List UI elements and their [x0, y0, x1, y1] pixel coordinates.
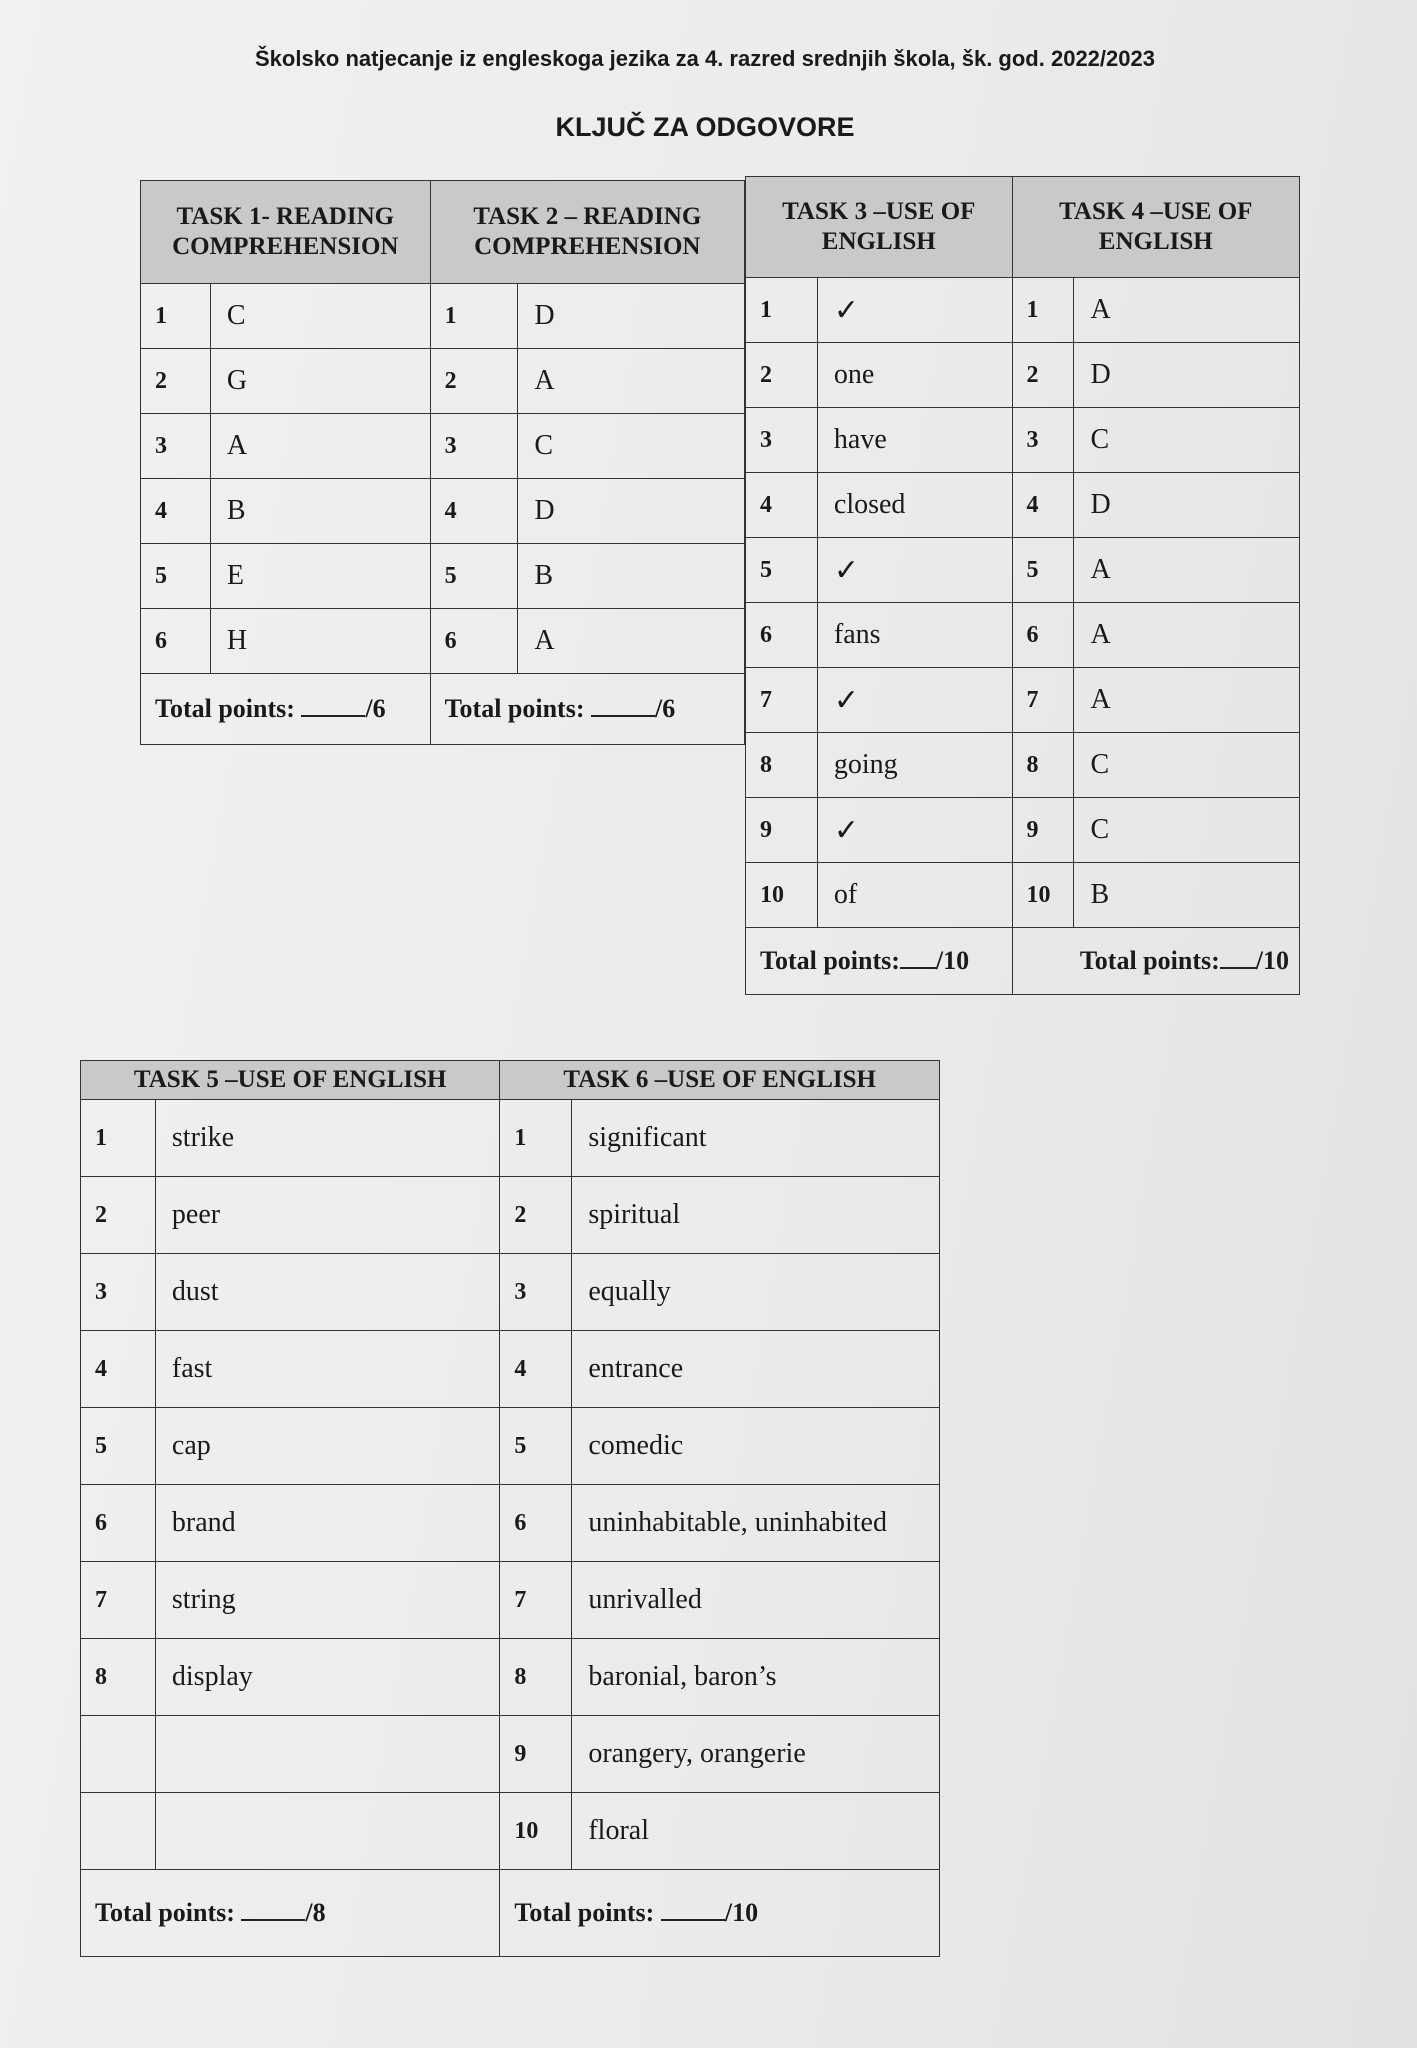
table-row: [746, 603, 1300, 668]
task3-answer: fans: [817, 603, 1012, 668]
table-row: [746, 538, 1300, 603]
task3-item-number: 10: [746, 863, 818, 928]
answer-key-heading: KLJUČ ZA ODGOVORE: [555, 112, 855, 142]
task4-answer: C: [1074, 798, 1300, 863]
task6-answer: comedic: [572, 1408, 940, 1485]
task2-answer: A: [518, 609, 745, 674]
task1-answer: B: [210, 479, 430, 544]
task1-item-number: 4: [141, 479, 211, 544]
table-row: [746, 408, 1300, 473]
task3-item-number: 5: [746, 538, 818, 603]
task2-item-number: 4: [430, 479, 518, 544]
task3-item-number: 9: [746, 798, 818, 863]
task5-total: [81, 1870, 500, 1957]
score-blank: [661, 1917, 725, 1921]
table-row: [746, 343, 1300, 408]
task5-answer: [155, 1793, 500, 1870]
task6-item-number: 6: [500, 1485, 572, 1562]
table-row: [81, 1408, 940, 1485]
task4-item-number: 2: [1012, 343, 1074, 408]
task4-answer: B: [1074, 863, 1300, 928]
task3-heading: TASK 3 –USE OF ENGLISH: [746, 177, 1013, 278]
task6-item-number: 10: [500, 1793, 572, 1870]
table-row: [81, 1177, 940, 1254]
task1-item-number: 1: [141, 284, 211, 349]
task6-item-number: 7: [500, 1562, 572, 1639]
task2-answer: D: [518, 284, 745, 349]
task5-item-number: 4: [81, 1331, 156, 1408]
task4-answer: A: [1074, 538, 1300, 603]
task5-task6-table: [80, 1060, 940, 1957]
task2-item-number: 1: [430, 284, 518, 349]
task5-item-number: 7: [81, 1562, 156, 1639]
task5-item-number: [81, 1793, 156, 1870]
task5-answer: peer: [155, 1177, 500, 1254]
task3-answer: closed: [817, 473, 1012, 538]
task3-answer: going: [817, 733, 1012, 798]
task6-answer: baronial, baron’s: [572, 1639, 940, 1716]
table-row: [746, 733, 1300, 798]
task6-item-number: 8: [500, 1639, 572, 1716]
task5-answer: string: [155, 1562, 500, 1639]
task6-total-max: /10: [724, 1898, 759, 1927]
task2-total: [430, 674, 744, 745]
task6-answer: spiritual: [572, 1177, 940, 1254]
task4-item-number: 4: [1012, 473, 1074, 538]
task6-answer: floral: [572, 1793, 940, 1870]
task3-answer: ✓: [817, 798, 1012, 863]
task3-item-number: 2: [746, 343, 818, 408]
task4-item-number: 3: [1012, 408, 1074, 473]
task3-answer: of: [817, 863, 1012, 928]
task6-answer: uninhabitable, uninhabited: [572, 1485, 940, 1562]
task5-answer: strike: [155, 1100, 500, 1177]
task5-item-number: [81, 1716, 156, 1793]
task34-rows: [746, 278, 1300, 928]
task1-answer: E: [210, 544, 430, 609]
table-row: [81, 1100, 940, 1177]
table-row: [746, 863, 1300, 928]
table-row: [81, 1639, 940, 1716]
task3-item-number: 6: [746, 603, 818, 668]
table-row: [746, 473, 1300, 538]
task5-answer: brand: [155, 1485, 500, 1562]
table-row: [141, 544, 745, 609]
table-row: [746, 798, 1300, 863]
task3-item-number: 3: [746, 408, 818, 473]
task6-item-number: 3: [500, 1254, 572, 1331]
task2-total-max: /6: [655, 694, 676, 723]
task5-item-number: 8: [81, 1639, 156, 1716]
task4-answer: A: [1074, 603, 1300, 668]
task6-item-number: 5: [500, 1408, 572, 1485]
task4-answer: D: [1074, 473, 1300, 538]
task4-item-number: 1: [1012, 278, 1074, 343]
task1-total: [141, 674, 431, 745]
task4-item-number: 9: [1012, 798, 1074, 863]
table-row: [81, 1331, 940, 1408]
task1-task2-table: [140, 180, 745, 745]
task6-item-number: 2: [500, 1177, 572, 1254]
task56-rows: [81, 1100, 940, 1870]
task3-answer: one: [817, 343, 1012, 408]
document-title: Školsko natjecanje iz engleskoga jezika za 4. razred srednjih škola, šk. god. 2022/2023: [255, 46, 1155, 71]
task6-item-number: 1: [500, 1100, 572, 1177]
task1-heading: TASK 1- READING COMPREHENSION: [141, 181, 431, 284]
task4-total-label: Total points:: [1079, 946, 1220, 975]
task1-answer: H: [210, 609, 430, 674]
task4-answer: C: [1074, 733, 1300, 798]
table-row: [141, 349, 745, 414]
task2-item-number: 5: [430, 544, 518, 609]
task4-item-number: 8: [1012, 733, 1074, 798]
score-blank: [1220, 965, 1256, 969]
task3-item-number: 7: [746, 668, 818, 733]
task5-item-number: 5: [81, 1408, 156, 1485]
task5-answer: display: [155, 1639, 500, 1716]
task3-total-label: Total points:: [760, 946, 900, 975]
task3-answer: ✓: [817, 278, 1012, 343]
task6-answer: entrance: [572, 1331, 940, 1408]
task5-item-number: 3: [81, 1254, 156, 1331]
task4-item-number: 7: [1012, 668, 1074, 733]
score-blank: [900, 965, 936, 969]
task1-item-number: 3: [141, 414, 211, 479]
task4-heading: TASK 4 –USE OF ENGLISH: [1012, 177, 1299, 278]
task4-item-number: 6: [1012, 603, 1074, 668]
task1-answer: G: [210, 349, 430, 414]
task1-answer: A: [210, 414, 430, 479]
table-row: [141, 609, 745, 674]
task5-item-number: 6: [81, 1485, 156, 1562]
table-row: [141, 284, 745, 349]
task3-total: [746, 928, 1013, 995]
table-row: [81, 1485, 940, 1562]
task1-item-number: 6: [141, 609, 211, 674]
task3-answer: ✓: [817, 538, 1012, 603]
task2-item-number: 3: [430, 414, 518, 479]
task6-answer: significant: [572, 1100, 940, 1177]
task2-answer: D: [518, 479, 745, 544]
task6-total: [500, 1870, 940, 1957]
task6-total-label: Total points:: [514, 1898, 655, 1927]
task5-answer: dust: [155, 1254, 500, 1331]
task3-item-number: 1: [746, 278, 818, 343]
task5-item-number: 1: [81, 1100, 156, 1177]
task1-item-number: 5: [141, 544, 211, 609]
task5-heading: TASK 5 –USE OF ENGLISH: [81, 1061, 500, 1100]
task2-total-label: Total points:: [444, 694, 585, 723]
score-blank: [591, 713, 655, 717]
task6-answer: orangery, orangerie: [572, 1716, 940, 1793]
table-row: [81, 1254, 940, 1331]
task4-total-max: /10: [1255, 946, 1289, 975]
task3-item-number: 4: [746, 473, 818, 538]
task5-item-number: 2: [81, 1177, 156, 1254]
task2-answer: C: [518, 414, 745, 479]
table-row: [81, 1793, 940, 1870]
task3-answer: ✓: [817, 668, 1012, 733]
task3-item-number: 8: [746, 733, 818, 798]
task2-item-number: 2: [430, 349, 518, 414]
task6-item-number: 9: [500, 1716, 572, 1793]
task4-item-number: 10: [1012, 863, 1074, 928]
task1-total-max: /6: [365, 694, 386, 723]
task4-total: [1012, 928, 1299, 995]
task4-answer: A: [1074, 278, 1300, 343]
task3-total-max: /10: [935, 946, 970, 975]
table-row: [746, 278, 1300, 343]
task6-heading: TASK 6 –USE OF ENGLISH: [500, 1061, 940, 1100]
score-blank: [301, 713, 365, 717]
task12-rows: [141, 284, 745, 674]
table-row: [141, 414, 745, 479]
task2-answer: A: [518, 349, 745, 414]
table-row: [746, 668, 1300, 733]
task2-answer: B: [518, 544, 745, 609]
table-row: [141, 479, 745, 544]
task3-task4-table: [745, 176, 1300, 995]
task1-answer: C: [210, 284, 430, 349]
table-row: [81, 1716, 940, 1793]
task5-total-label: Total points:: [95, 1898, 235, 1927]
task1-total-label: Total points:: [155, 694, 295, 723]
task5-answer: cap: [155, 1408, 500, 1485]
table-row: [81, 1562, 940, 1639]
task6-item-number: 4: [500, 1331, 572, 1408]
task4-answer: C: [1074, 408, 1300, 473]
task6-answer: unrivalled: [572, 1562, 940, 1639]
task4-answer: D: [1074, 343, 1300, 408]
task6-answer: equally: [572, 1254, 940, 1331]
task4-item-number: 5: [1012, 538, 1074, 603]
task3-answer: have: [817, 408, 1012, 473]
task2-item-number: 6: [430, 609, 518, 674]
task4-answer: A: [1074, 668, 1300, 733]
task1-item-number: 2: [141, 349, 211, 414]
task5-answer: fast: [155, 1331, 500, 1408]
task5-total-max: /8: [305, 1898, 326, 1927]
task2-heading: TASK 2 – READING COMPREHENSION: [430, 181, 744, 284]
score-blank: [241, 1917, 305, 1921]
task5-answer: [155, 1716, 500, 1793]
